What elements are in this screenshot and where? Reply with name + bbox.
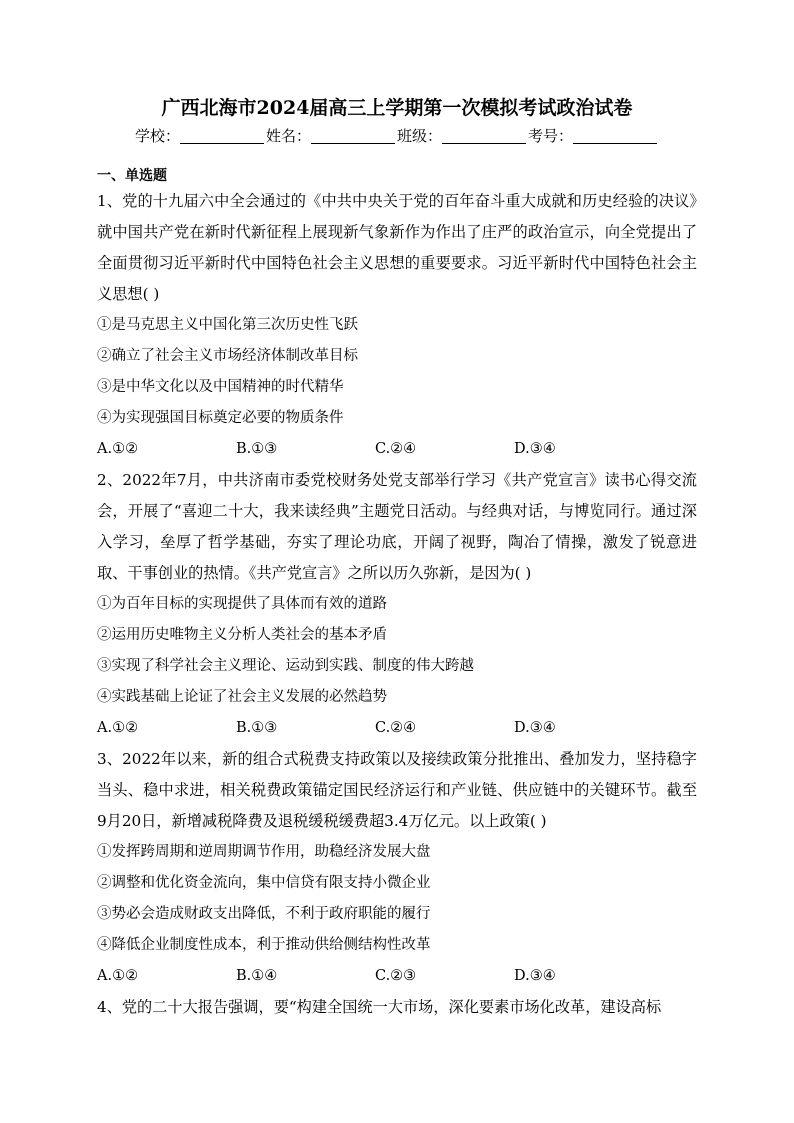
school-label: 学校： — [134, 127, 180, 145]
class-field — [397, 124, 528, 148]
choice-a[interactable]: A.①② — [97, 720, 139, 736]
name-blank[interactable] — [311, 127, 395, 144]
student-info-row — [0, 124, 794, 148]
choice-b[interactable]: B.①④ — [236, 968, 278, 984]
answer-choices — [97, 713, 697, 744]
answer-choices — [97, 434, 697, 465]
choice-c[interactable]: C.②④ — [375, 441, 417, 457]
statement-option: ④实践基础上论证了社会主义发展的必然趋势 — [97, 689, 387, 705]
section-heading: 一、单选题 — [97, 168, 167, 184]
statement-option: ①发挥跨周期和逆周期调节作用，助稳经济发展大盘 — [97, 844, 431, 860]
question-1 — [97, 186, 697, 465]
exam-number-blank[interactable] — [573, 127, 657, 144]
statement-option: ①是马克思主义中国化第三次历史性飞跃 — [97, 317, 358, 333]
statement-option: ①为百年目标的实现提供了具体而有效的道路 — [97, 596, 387, 612]
choice-c[interactable]: C.②④ — [375, 720, 417, 736]
statement-option: ②确立了社会主义市场经济体制改革目标 — [97, 348, 358, 364]
choice-a[interactable]: A.①② — [97, 441, 139, 457]
question-2 — [97, 465, 697, 744]
exam-title: 广西北海市2024届高三上学期第一次模拟考试政治试卷 — [161, 97, 633, 119]
statement-option: ③实现了科学社会主义理论、运动到实践、制度的伟大跨越 — [97, 658, 474, 674]
statement-option: ③势必会造成财政支出降低，不利于政府职能的履行 — [97, 906, 431, 922]
statement-option: ②运用历史唯物主义分析人类社会的基本矛盾 — [97, 627, 387, 643]
statement-option: ③是中华文化以及中国精神的时代精华 — [97, 379, 344, 395]
choice-a[interactable]: A.①② — [97, 968, 139, 984]
choice-c[interactable]: C.②③ — [375, 968, 417, 984]
name-field — [266, 124, 397, 148]
question-list — [97, 186, 697, 1023]
school-field — [135, 124, 266, 148]
exam-number-label: 考号： — [528, 127, 574, 145]
school-blank[interactable] — [180, 127, 264, 144]
choice-d[interactable]: D.③④ — [514, 720, 556, 736]
statement-option: ④降低企业制度性成本，利于推动供给侧结构性改革 — [97, 937, 431, 953]
choice-d[interactable]: D.③④ — [514, 441, 556, 457]
question-4 — [97, 992, 697, 1023]
statement-option: ②调整和优化资金流向，集中信贷有限支持小微企业 — [97, 875, 431, 891]
statement-option: ④为实现强国目标奠定必要的物质条件 — [97, 410, 344, 426]
question-stem: 3、2022年以来，新的组合式税费支持政策以及接续政策分批推出、叠加发力，坚持稳字当头、稳中求进，相关税费政策锚定国民经济运行和产业链、供应链中的关键环节。截至9月20日，新增减税降费及退税缓税缓费超3.4万亿元。以上政策( ) — [97, 750, 697, 830]
question-3 — [97, 744, 697, 992]
question-stem: 1、党的十九届六中全会通过的《中共中央关于党的百年奋斗重大成就和历史经验的决议》就中国共产党在新时代新征程上展现新气象新作为作出了庄严的政治宣示，向全党提出了全面贯彻习近平新时代中国特色社会主义思想的重要要求。习近平新时代中国特色社会主义思想( ) — [97, 192, 697, 303]
exam-number-field — [528, 124, 659, 148]
choice-b[interactable]: B.①③ — [236, 720, 278, 736]
class-blank[interactable] — [442, 127, 526, 144]
class-label: 班级： — [397, 127, 443, 145]
name-label: 姓名： — [265, 127, 311, 145]
question-stem: 2、2022年7月，中共济南市委党校财务处党支部举行学习《共产党宣言》读书心得交流会，开展了“喜迎二十大，我来读经典”主题党日活动。与经典对话，与博览同行。通过深入学习，垒厚了哲学基础，夯实了理论功底，开阔了视野，陶冶了情操，激发了锐意进取、干事创业的热情。《共产党宣言》之所以历久弥新，是因为( ) — [97, 471, 697, 582]
choice-d[interactable]: D.③④ — [514, 968, 556, 984]
choice-b[interactable]: B.①③ — [236, 441, 278, 457]
question-stem: 4、党的二十大报告强调，要“构建全国统一大市场，深化要素市场化改革，建设高标 — [97, 998, 662, 1016]
answer-choices — [97, 961, 697, 992]
